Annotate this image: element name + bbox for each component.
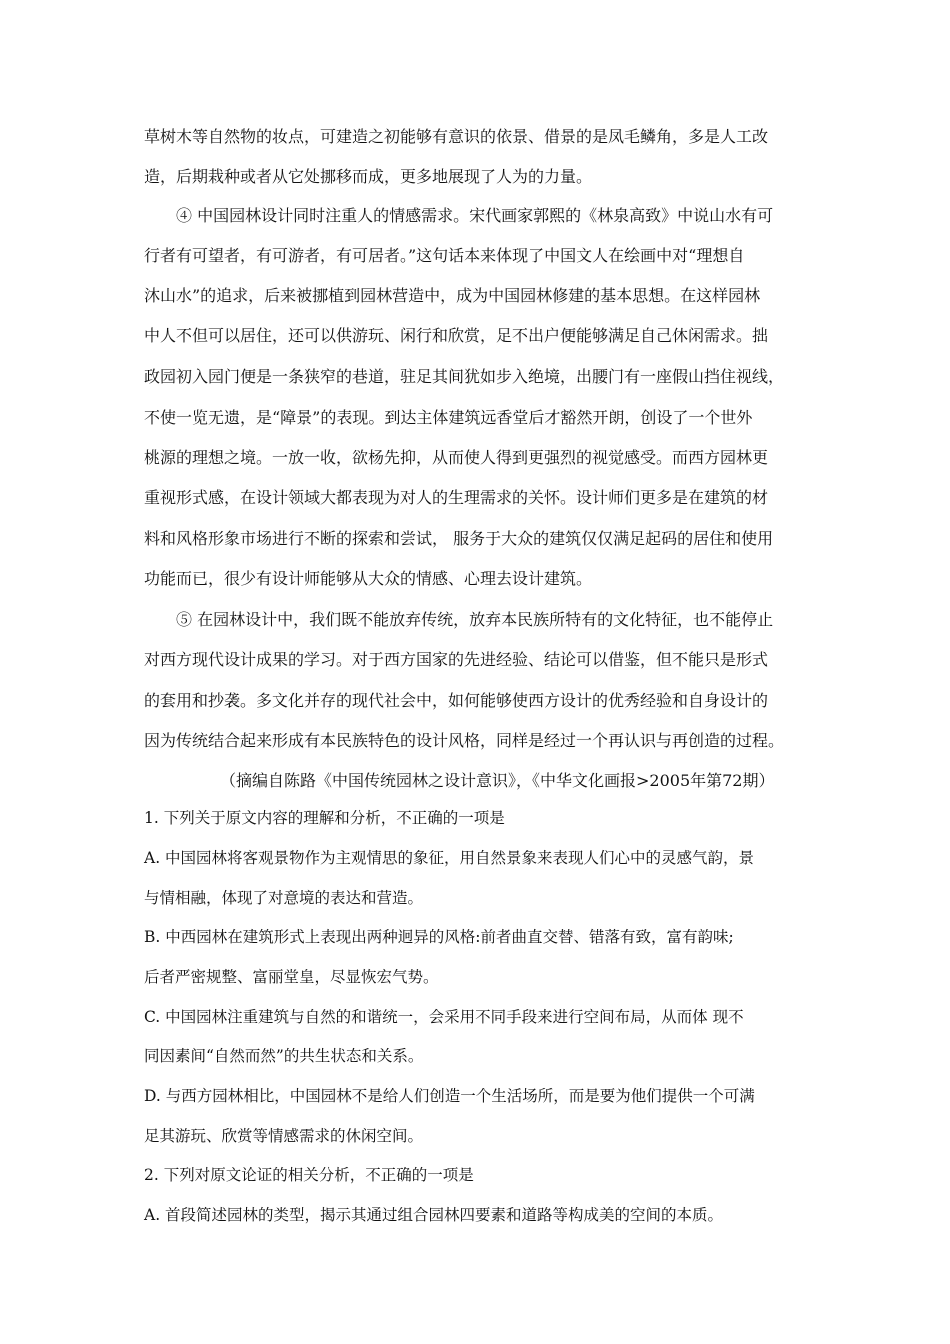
source-citation: （摘编自陈路《中国传统园林之设计意识》，《中华文化画报>2005年第72期） xyxy=(220,771,775,790)
paragraph-4-line-4: 中人不但可以居住，还可以供游玩、闲行和欣赏，足不出户便能够满足自己休闲需求。拙 xyxy=(144,326,769,345)
question-1-stem: 1. 下列关于原文内容的理解和分析，不正确的一项是 xyxy=(144,809,505,827)
paragraph-4-line-8: 重视形式感，在设计领域大都表现为对人的生理需求的关怀。设计师们更多是在建筑的材 xyxy=(144,488,769,507)
paragraph-4-line-5: 政园初入园门便是一条狭窄的巷道，驻足其间犹如步入绝境，出腰门有一座假山挡住视线， xyxy=(144,367,785,386)
paragraph-4-line-7: 桃源的理想之境。一放一收，欲杨先抑，从而使人得到更强烈的视觉感受。而西方园林更 xyxy=(144,448,769,467)
question-1-option-d-line-2: 足其游玩、欣赏等情感需求的休闲空间。 xyxy=(144,1127,424,1145)
paragraph-4-line-9: 料和风格形象市场进行不断的探索和尝试， 服务于大众的建筑仅仅满足起码的居住和使用 xyxy=(144,529,774,548)
paragraph-5-line-4: 因为传统结合起来形成有本民族特色的设计风格，同样是经过一个再认识与再创造的过程。 xyxy=(144,731,785,750)
paragraph-4-line-3: 沐山水”的追求，后来被挪植到园林营造中，成为中国园林修建的基本思想。在这样园林 xyxy=(144,286,761,305)
question-1-option-b-line-2: 后者严密规整、富丽堂皇，尽显恢宏气势。 xyxy=(144,968,439,986)
paragraph-5-line-1: ⑤ 在园林设计中，我们既不能放弃传统，放弃本民族所特有的文化特征，也不能停止 xyxy=(176,610,774,629)
paragraph-5-line-3: 的套用和抄袭。多文化并存的现代社会中，如何能够使西方设计的优秀经验和自身设计的 xyxy=(144,691,769,710)
paragraph-3-line-1: 草树木等自然物的妆点，可建造之初能够有意识的依景、借景的是凤毛鳞角，多是人工改 xyxy=(144,127,769,146)
paragraph-3-line-2: 造，后期栽种或者从它处挪移而成，更多地展现了人为的力量。 xyxy=(144,167,593,186)
question-2-stem: 2. 下列对原文论证的相关分析，不正确的一项是 xyxy=(144,1166,474,1184)
question-1-option-a-line-1: A. 中国园林将客观景物作为主观情思的象征，用自然景象来表现人们心中的灵感气韵，景 xyxy=(144,849,755,867)
paragraph-4-line-10: 功能而已，很少有设计师能够从大众的情感、心理去设计建筑。 xyxy=(144,569,593,588)
paragraph-5-line-2: 对西方现代设计成果的学习。对于西方国家的先进经验、结论可以借鉴，但不能只是形式 xyxy=(144,650,769,669)
paragraph-4-line-6: 不使一览无遗，是“障景”的表现。到达主体建筑远香堂后才豁然开朗，创设了一个世外 xyxy=(144,408,753,427)
question-1-option-c-line-2: 同因素间“自然而然”的共生状态和关系。 xyxy=(144,1047,424,1065)
question-1-option-d-line-1: D. 与西方园林相比，中国园林不是给人们创造一个生活场所，而是要为他们提供一个可满 xyxy=(144,1087,755,1105)
paragraph-4-line-1: ④ 中国园林设计同时注重人的情感需求。宋代画家郭熙的《林泉高致》中说山水有可 xyxy=(176,206,774,225)
paragraph-4-line-2: 行者有可望者，有可游者，有可居者。”这句话本来体现了中国文人在绘画中对“理想自 xyxy=(144,246,745,265)
question-2-option-a: A. 首段简述园林的类型，揭示其通过组合园林四要素和道路等构成美的空间的本质。 xyxy=(144,1206,724,1224)
question-1-option-a-line-2: 与情相融，体现了对意境的表达和营造。 xyxy=(144,889,424,907)
question-1-option-b-line-1: B. 中西园林在建筑形式上表现出两种迥异的风格:前者曲直交替、错落有致，富有韵味; xyxy=(144,928,734,946)
question-1-option-c-line-1: C. 中国园林注重建筑与自然的和谐统一，会采用不同手段来进行空间布局，从而体 现不 xyxy=(144,1008,744,1026)
